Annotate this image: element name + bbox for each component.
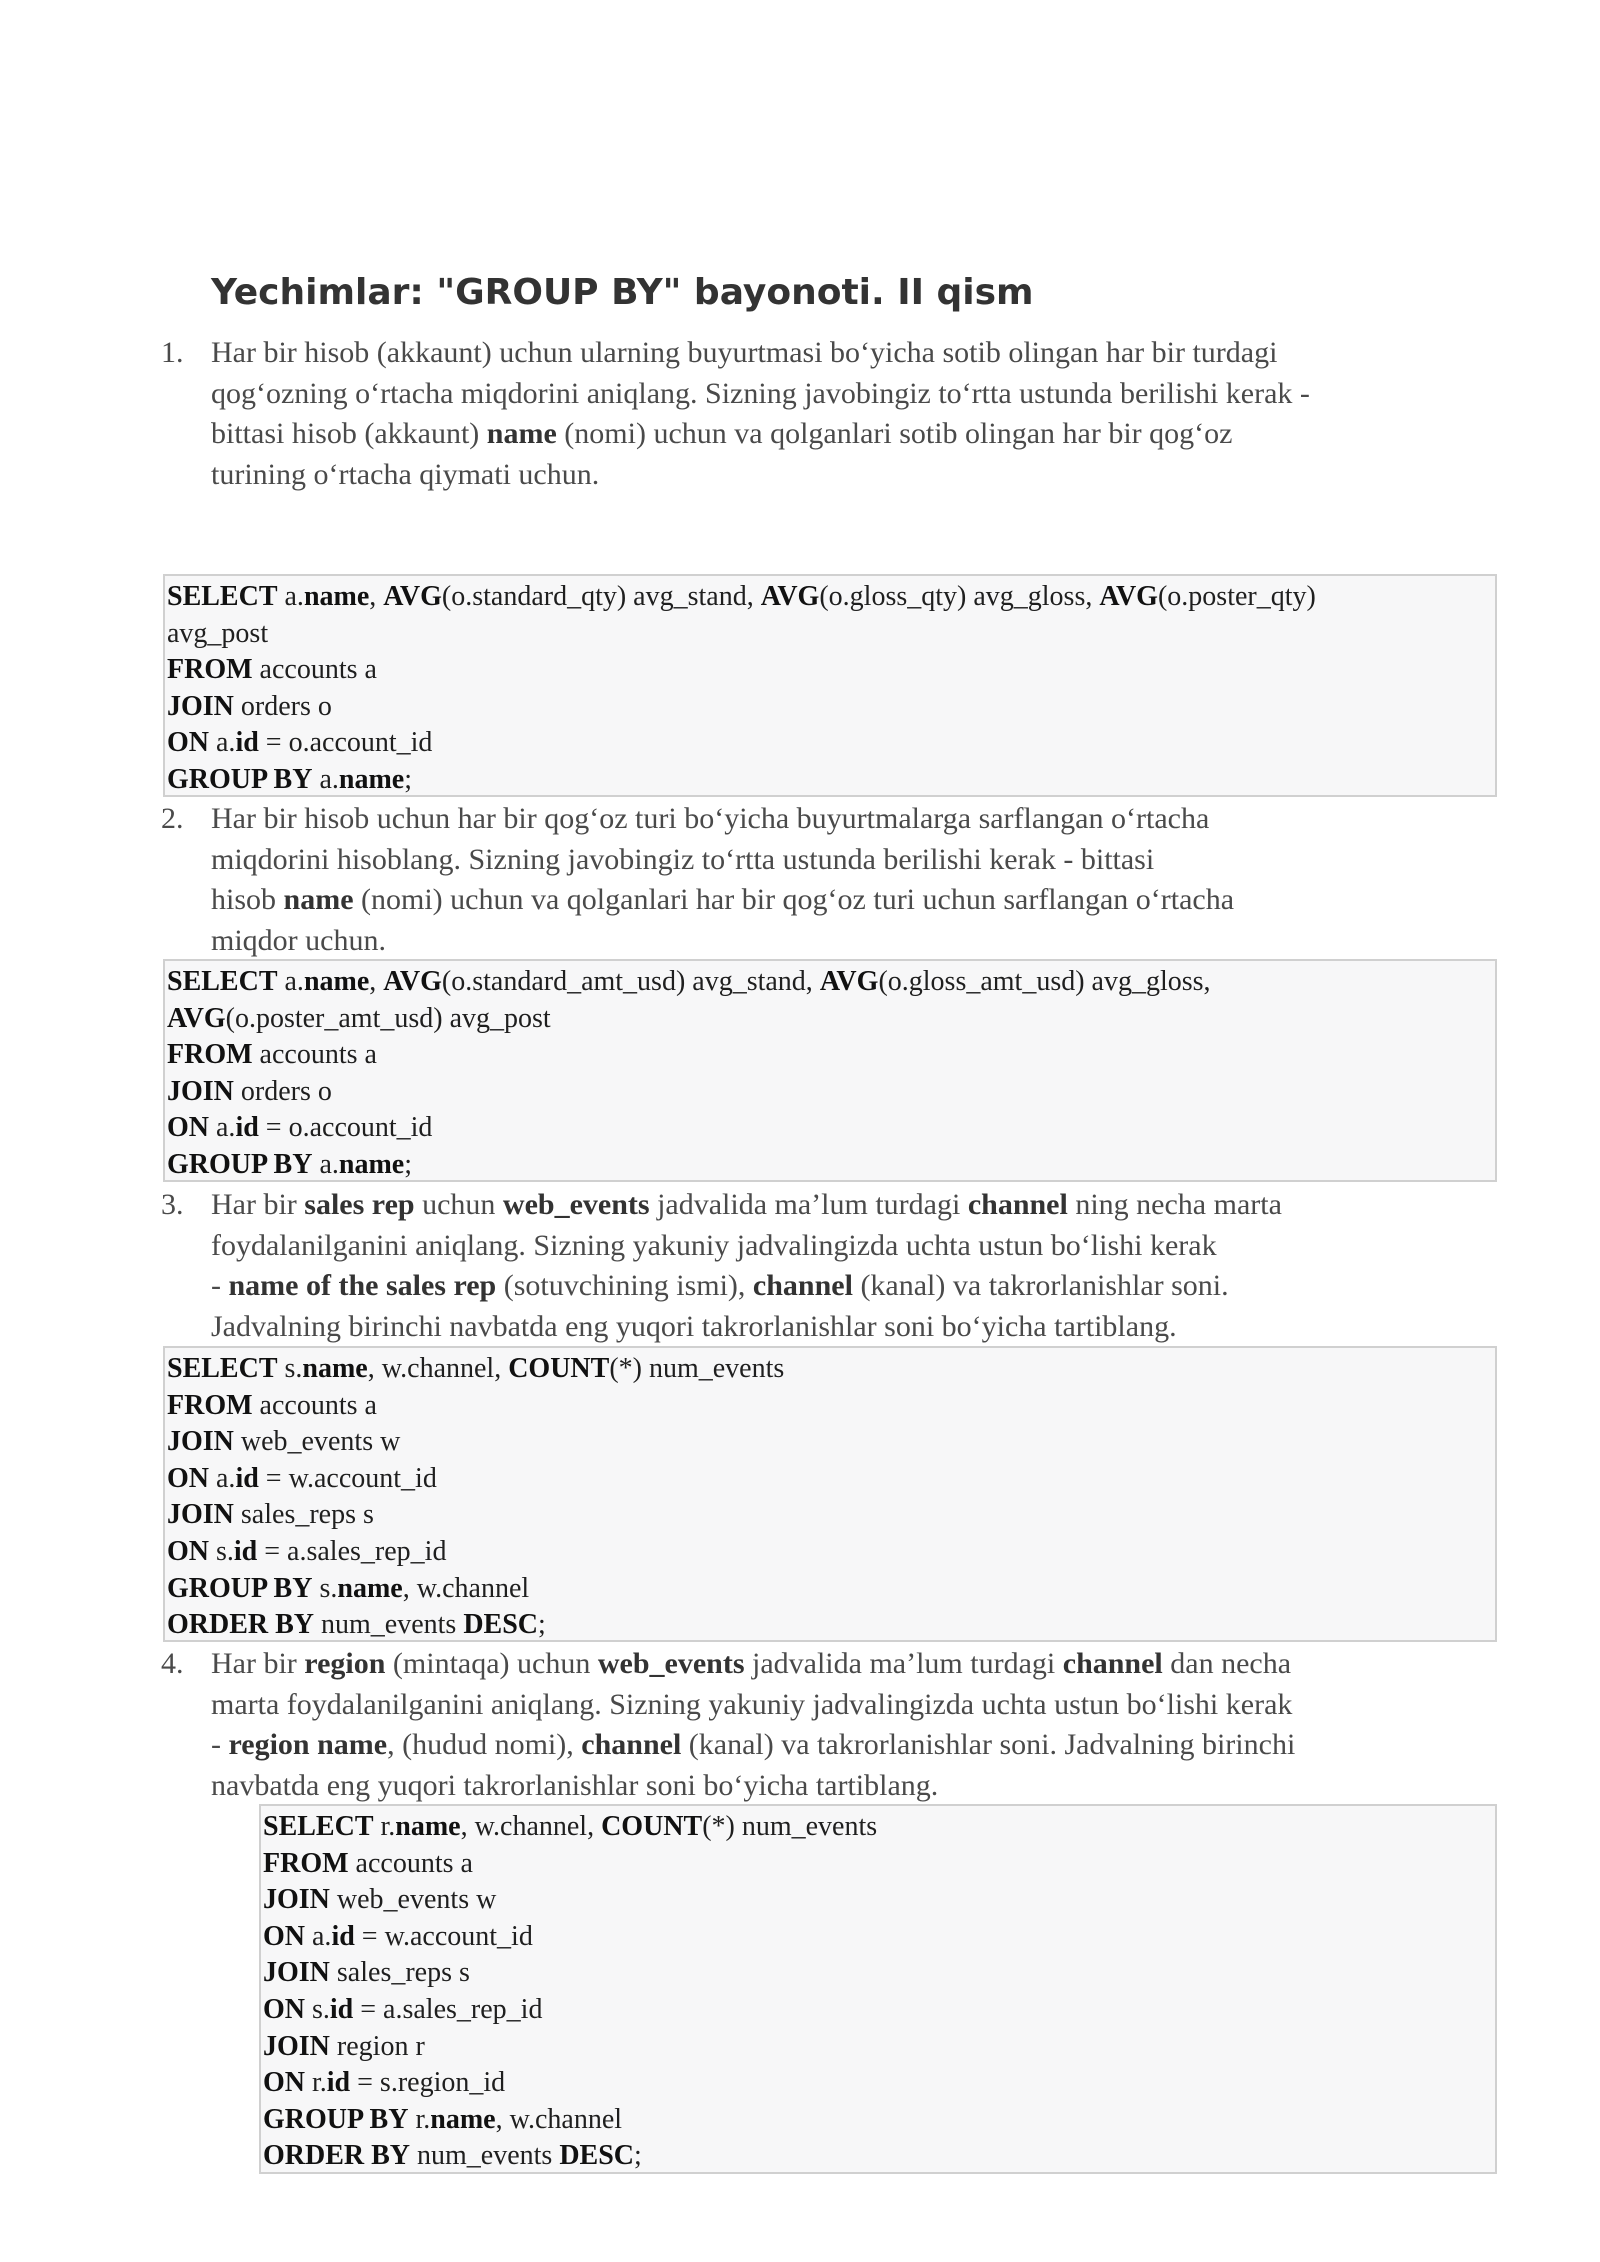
text-run: foydalanilganini aniqlang. Sizning yakuniy jadvalingizda uchta ustun bo‘lishi kerak: [211, 1228, 1217, 1262]
bold-term: sales rep: [304, 1188, 415, 1221]
bold-term: ON: [263, 2067, 305, 2099]
text-run: , w.channel: [495, 2103, 623, 2135]
bold-term: name of the sales rep: [228, 1269, 497, 1302]
text-run: = o.account_id: [258, 727, 433, 759]
text-run: miqdorini hisoblang. Sizning javobingiz to‘rtta ustunda berilishi kerak - bittasi: [211, 842, 1155, 876]
bold-term: JOIN: [263, 1957, 330, 1989]
text-run: ning necha marta: [1067, 1188, 1282, 1221]
bold-term: ON: [167, 1112, 209, 1144]
sql-code-block-3: [163, 1346, 1497, 1642]
text-run: bittasi hisob (akkaunt): [211, 417, 487, 450]
bold-term: web_events: [597, 1647, 745, 1680]
bold-term: id: [331, 1920, 355, 1952]
text-run: -: [211, 1269, 229, 1302]
text-run: a.: [209, 1462, 236, 1494]
bold-term: name: [486, 417, 557, 450]
text-run: (o.gloss_amt_usd) avg_gloss,: [878, 966, 1211, 997]
text-run: , (hudud nomi),: [387, 1728, 582, 1761]
code-line: [167, 1534, 1495, 1571]
bold-term: ON: [263, 1920, 305, 1952]
text-run: r.: [408, 2103, 431, 2135]
text-run: -: [211, 1728, 229, 1761]
question-line: [211, 1725, 1501, 1766]
bold-term: FROM: [167, 654, 253, 686]
text-run: turining o‘rtacha qiymati uchun.: [211, 457, 600, 491]
bold-term: channel: [581, 1728, 682, 1761]
question-text: [211, 1185, 1501, 1347]
code-line: [167, 1388, 1495, 1425]
bold-term: channel: [752, 1269, 853, 1302]
sql-code-block-1: [163, 574, 1497, 797]
code-line: [167, 1497, 1495, 1534]
bold-term: ON: [167, 727, 209, 759]
question-line: [211, 1185, 1501, 1226]
question-text: [211, 799, 1501, 961]
bold-term: GROUP BY: [167, 1148, 313, 1180]
text-run: = w.account_id: [258, 1462, 437, 1494]
text-run: s.: [209, 1535, 234, 1567]
question-line: [211, 921, 1501, 962]
text-run: (*) num_events: [702, 1811, 878, 1842]
bold-term: channel: [967, 1188, 1068, 1221]
text-run: avg_post: [167, 617, 269, 649]
bold-term: region name: [228, 1728, 388, 1761]
text-run: uchun: [414, 1188, 503, 1221]
bold-term: AVG: [167, 1002, 226, 1034]
text-run: Har bir: [211, 1647, 305, 1680]
bold-term: name: [303, 581, 370, 612]
text-run: dan necha: [1162, 1647, 1292, 1680]
text-run: navbatda eng yuqori takrorlanishlar soni bo‘yicha tartiblang.: [211, 1768, 939, 1802]
text-run: (mintaqa) uchun: [385, 1647, 598, 1680]
bold-term: region: [304, 1647, 386, 1680]
bold-term: COUNT: [508, 1353, 610, 1384]
bold-term: name: [395, 1811, 461, 1842]
question-number: 1.: [161, 336, 184, 369]
text-run: qog‘ozning o‘rtacha miqdorini aniqlang. Sizning javobingiz to‘rtta ustunda berilishi kerak -: [211, 376, 1310, 410]
code-line: [263, 1846, 1495, 1883]
code-line: [263, 1919, 1495, 1956]
question-line: [211, 1685, 1501, 1726]
bold-term: name: [337, 1572, 403, 1604]
code-line: [167, 1571, 1495, 1608]
code-line: [167, 689, 1495, 726]
text-run: (o.gloss_qty) avg_gloss,: [819, 581, 1100, 612]
code-line: [167, 1037, 1495, 1074]
text-run: a.: [209, 727, 236, 759]
code-line: [167, 1607, 1495, 1644]
code-line: [167, 616, 1495, 653]
code-line: [263, 1882, 1495, 1919]
text-run: a.: [312, 1148, 339, 1180]
text-run: region r: [329, 2030, 425, 2062]
bold-term: ORDER BY: [263, 2140, 411, 2172]
text-run: orders o: [233, 1075, 332, 1107]
text-run: a.: [312, 763, 339, 795]
code-line: [167, 964, 1495, 1001]
bold-term: name: [338, 763, 405, 795]
bold-term: AVG: [383, 581, 442, 612]
code-line: [167, 1424, 1495, 1461]
code-line: [263, 2029, 1495, 2066]
text-run: (sotuvchining ismi),: [496, 1269, 753, 1302]
text-run: Har bir hisob uchun har bir qog‘oz turi bo‘yicha buyurtmalarga sarflangan o‘rtacha: [211, 802, 1210, 835]
text-run: (o.standard_amt_usd) avg_stand,: [441, 966, 820, 997]
code-line: [167, 1351, 1495, 1388]
bold-term: COUNT: [601, 1811, 703, 1842]
question-line: [211, 1766, 1501, 1807]
text-run: = a.sales_rep_id: [353, 1993, 543, 2025]
question-line: [211, 1266, 1501, 1307]
code-line: [167, 1074, 1495, 1111]
bold-term: channel: [1062, 1647, 1163, 1680]
text-run: accounts a: [252, 1389, 377, 1421]
text-run: a.: [277, 966, 304, 997]
sql-code-block-4: [259, 1804, 1497, 2174]
bold-term: AVG: [760, 581, 820, 612]
question-line: [211, 333, 1501, 374]
bold-term: JOIN: [167, 1426, 234, 1458]
text-run: a.: [277, 581, 304, 612]
bold-term: web_events: [502, 1188, 650, 1221]
text-run: accounts a: [348, 1847, 473, 1879]
text-run: sales_reps s: [329, 1957, 470, 1989]
text-run: ;: [404, 1148, 413, 1180]
text-run: num_events: [314, 1609, 464, 1641]
text-run: = a.sales_rep_id: [257, 1535, 447, 1567]
text-run: jadvalida ma’lum turdagi: [744, 1647, 1063, 1680]
text-run: sales_reps s: [233, 1499, 374, 1531]
code-line: [263, 1809, 1495, 1846]
text-run: (nomi) uchun va qolganlari har bir qog‘oz turi uchun sarflangan o‘rtacha: [353, 883, 1235, 916]
question-line: [211, 455, 1501, 496]
bold-term: JOIN: [263, 1884, 330, 1916]
question-number: 3.: [161, 1188, 184, 1221]
bold-term: GROUP BY: [263, 2103, 409, 2135]
question-number: 2.: [161, 802, 184, 835]
bold-term: GROUP BY: [167, 763, 313, 795]
text-run: orders o: [233, 690, 332, 722]
text-run: s.: [277, 1353, 303, 1384]
question-text: [211, 1644, 1501, 1806]
text-run: accounts a: [252, 654, 377, 686]
bold-term: FROM: [167, 1389, 253, 1421]
question-line: [211, 799, 1501, 840]
text-run: = o.account_id: [258, 1112, 433, 1144]
bold-term: JOIN: [167, 1075, 234, 1107]
text-run: , w.channel,: [367, 1353, 509, 1384]
question-number: 4.: [161, 1647, 184, 1680]
text-run: , w.channel,: [460, 1811, 602, 1842]
bold-term: SELECT: [167, 966, 278, 997]
text-run: Jadvalning birinchi navbatda eng yuqori takrorlanishlar soni bo‘yicha tartiblang.: [211, 1309, 1177, 1343]
code-line: [263, 2138, 1495, 2175]
bold-term: JOIN: [167, 1499, 234, 1531]
text-run: r.: [305, 2067, 327, 2099]
bold-term: FROM: [167, 1039, 253, 1071]
text-run: hisob: [211, 883, 284, 916]
code-line: [167, 1147, 1495, 1184]
bold-term: name: [303, 966, 370, 997]
bold-term: id: [235, 1112, 259, 1144]
code-line: [167, 762, 1495, 799]
question-line: [211, 880, 1501, 921]
text-run: accounts a: [252, 1039, 377, 1071]
sql-code-block-2: [163, 959, 1497, 1182]
bold-term: ORDER BY: [167, 1609, 315, 1641]
question-line: [211, 1307, 1501, 1348]
text-run: web_events w: [233, 1426, 401, 1458]
question-text: [211, 333, 1501, 495]
text-run: marta foydalanilganini aniqlang. Sizning yakuniy jadvalingizda uchta ustun bo‘lishi kerak: [211, 1687, 1293, 1721]
bold-term: ON: [167, 1462, 209, 1494]
bold-term: name: [302, 1353, 368, 1384]
bold-term: id: [235, 1462, 259, 1494]
page-title: Yechimlar: "GROUP BY" bayonoti. II qism: [211, 272, 1034, 313]
code-line: [263, 1955, 1495, 1992]
code-line: [263, 2102, 1495, 2139]
text-run: s.: [305, 1993, 330, 2025]
bold-term: SELECT: [263, 1811, 374, 1842]
text-run: (o.poster_amt_usd) avg_post: [225, 1002, 551, 1034]
bold-term: AVG: [383, 966, 442, 997]
text-run: ,: [369, 581, 384, 612]
question-line: [211, 1226, 1501, 1267]
text-run: Har bir: [211, 1188, 305, 1221]
bold-term: id: [329, 1993, 354, 2025]
bold-term: name: [338, 1148, 405, 1180]
text-run: , w.channel: [402, 1572, 530, 1604]
text-run: r.: [373, 1811, 396, 1842]
text-run: a.: [305, 1920, 332, 1952]
text-run: num_events: [410, 2140, 560, 2172]
text-run: (kanal) va takrorlanishlar soni.: [852, 1269, 1229, 1302]
code-line: [263, 2065, 1495, 2102]
code-line: [167, 579, 1495, 616]
text-run: (o.standard_qty) avg_stand,: [441, 581, 761, 612]
bold-term: id: [326, 2067, 351, 2099]
code-line: [263, 1992, 1495, 2029]
bold-term: SELECT: [167, 1353, 278, 1384]
bold-term: ON: [167, 1535, 209, 1567]
code-line: [167, 652, 1495, 689]
text-run: a.: [209, 1112, 236, 1144]
bold-term: AVG: [819, 966, 879, 997]
text-run: ;: [404, 763, 413, 795]
text-run: (*) num_events: [609, 1353, 785, 1384]
code-line: [167, 1461, 1495, 1498]
text-run: ;: [538, 1609, 546, 1641]
text-run: s.: [312, 1572, 338, 1604]
text-run: (nomi) uchun va qolganlari sotib olingan har bir qog‘oz: [556, 417, 1233, 450]
bold-term: FROM: [263, 1847, 349, 1879]
text-run: (o.poster_qty): [1157, 581, 1316, 612]
code-line: [167, 1110, 1495, 1147]
text-run: miqdor uchun.: [211, 923, 386, 957]
bold-term: DESC: [463, 1609, 539, 1641]
bold-term: SELECT: [167, 581, 278, 612]
bold-term: name: [430, 2103, 496, 2135]
question-line: [211, 374, 1501, 415]
text-run: = w.account_id: [354, 1920, 533, 1952]
bold-term: name: [283, 883, 354, 916]
question-line: [211, 1644, 1501, 1685]
bold-term: JOIN: [263, 2030, 330, 2062]
bold-term: id: [233, 1535, 258, 1567]
text-run: jadvalida ma’lum turdagi: [649, 1188, 968, 1221]
question-line: [211, 414, 1501, 455]
question-line: [211, 840, 1501, 881]
text-run: (kanal) va takrorlanishlar soni. Jadvalning birinchi: [681, 1728, 1296, 1761]
text-run: Har bir hisob (akkaunt) uchun ularning buyurtmasi bo‘yicha sotib olingan har bir turdagi: [211, 336, 1278, 369]
bold-term: GROUP BY: [167, 1572, 313, 1604]
code-line: [167, 1001, 1495, 1038]
code-line: [167, 725, 1495, 762]
bold-term: JOIN: [167, 690, 234, 722]
text-run: = s.region_id: [350, 2067, 506, 2099]
text-run: web_events w: [329, 1884, 497, 1916]
bold-term: id: [235, 727, 259, 759]
bold-term: ON: [263, 1993, 305, 2025]
text-run: ,: [369, 966, 384, 997]
text-run: ;: [634, 2140, 642, 2172]
bold-term: DESC: [559, 2140, 635, 2172]
bold-term: AVG: [1099, 581, 1158, 612]
